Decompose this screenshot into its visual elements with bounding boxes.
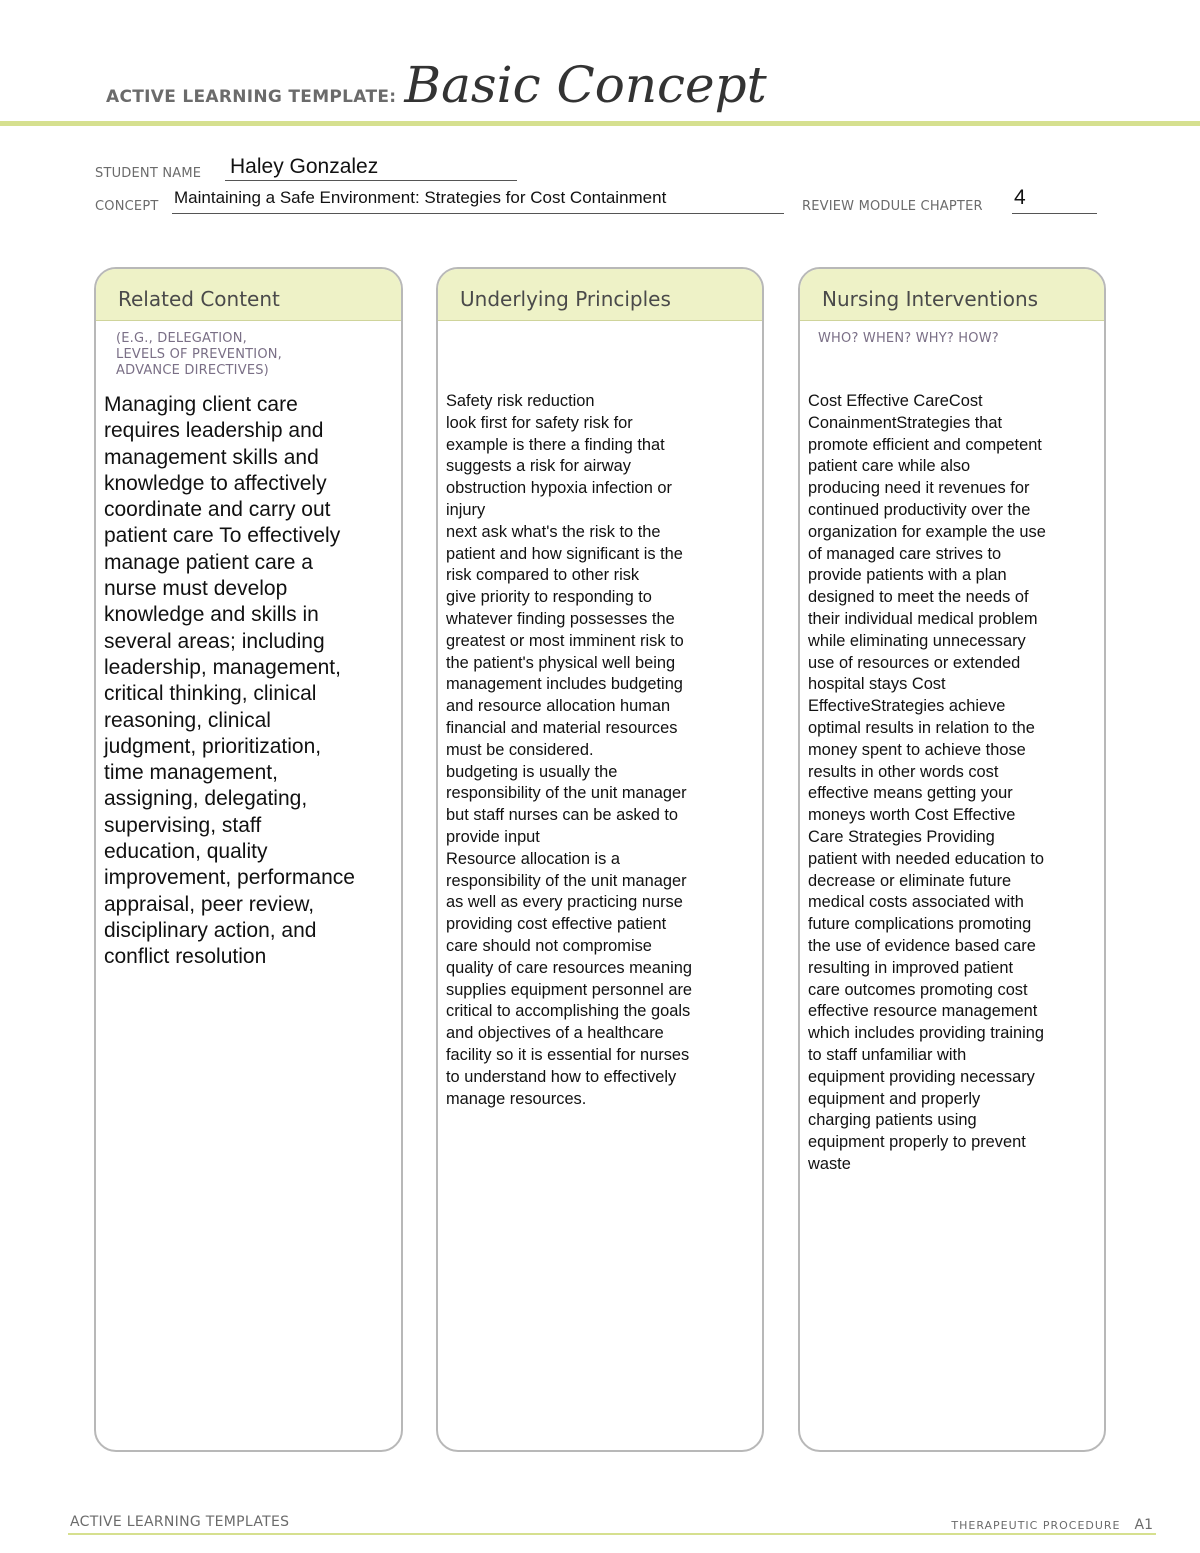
footer-category: THERAPEUTIC PROCEDURE xyxy=(951,1519,1121,1532)
panel-underlying-principles xyxy=(436,267,764,1452)
footer-meta xyxy=(951,1514,1153,1533)
panel-header xyxy=(438,269,762,321)
template-label: ACTIVE LEARNING TEMPLATE: xyxy=(106,87,397,107)
related-content-text[interactable]: Managing client care requires leadership and management skills and knowledge to affectively coordinate and carry out patient care To effectively manage patient care a nurse must develop knowledge and skills in several areas; including leadership, management, critical thinking, clinical reasoning, clinical judgment, prioritization, time management, assigning, delegating, supervising, staff education, quality improvement, performance appraisal, peer review, disciplinary action, and conflict resolution xyxy=(104,393,355,969)
student-name-line xyxy=(225,180,517,181)
panel-title-nursing-interventions: Nursing Interventions xyxy=(822,287,1039,311)
concept-label: CONCEPT xyxy=(95,199,159,214)
panel-title-underlying-principles: Underlying Principles xyxy=(460,287,671,311)
review-module-field[interactable]: 4 xyxy=(1014,186,1026,209)
template-header xyxy=(106,56,767,114)
template-title: Basic Concept xyxy=(404,56,767,114)
panel-subtitle-related-content: (E.G., DELEGATION, LEVELS OF PREVENTION, ADVANCE DIRECTIVES) xyxy=(116,331,283,378)
panel-title-related-content: Related Content xyxy=(118,287,280,311)
footer-title: ACTIVE LEARNING TEMPLATES xyxy=(70,1514,290,1530)
header-divider xyxy=(0,121,1200,126)
footer-divider xyxy=(68,1533,1156,1535)
underlying-principles-text[interactable]: Safety risk reduction look first for safety risk for example is there a finding that suggests a risk for airway obstruction hypoxia infection or injury next ask what's the risk to the patient and how significant is the risk compared to other risk give priority to responding to whatever finding possesses the greatest or most imminent risk to the patient's physical well being management includes budgeting and resource allocation human financial and material resources must be considered. budgeting is usually the responsibility of the unit manager but staff nurses can be asked to provide input Resource allocation is a responsibility of the unit manager as well as every practicing nurse providing cost effective patient care should not compromise quality of care resources meaning supplies equipment personnel are critical to accomplishing the goals and objectives of a healthcare facility so it is essential for nurses to understand how to effectively manage resources. xyxy=(446,392,693,1108)
panel-header xyxy=(800,269,1104,321)
panel-header xyxy=(96,269,401,321)
concept-line xyxy=(172,213,784,214)
nursing-interventions-text[interactable]: Cost Effective CareCost ConainmentStrategies that promote efficient and competent patient care while also producing need it revenues for continued productivity over the organization for example the use of managed care strives to provide patients with a plan designed to meet the needs of their individual medical problem while eliminating unnecessary use of resources or extended hospital stays Cost EffectiveStrategies achieve optimal results in relation to the money spent to achieve those results in other words cost effective means getting your moneys worth Cost Effective Care Strategies Providing patient with needed education to decrease or eliminate future medical costs associated with future complications promoting the use of evidence based care resulting in improved patient care outcomes promoting cost effective resource management which includes providing training to staff unfamiliar with equipment providing necessary equipment and properly charging patients using equipment properly to prevent waste xyxy=(808,392,1046,1173)
student-name-label: STUDENT NAME xyxy=(95,166,202,181)
review-module-label: REVIEW MODULE CHAPTER xyxy=(802,199,983,214)
footer-page-number: A1 xyxy=(1134,1517,1153,1533)
concept-field[interactable]: Maintaining a Safe Environment: Strategies for Cost Containment xyxy=(174,188,667,207)
review-module-line xyxy=(1012,213,1097,214)
panel-nursing-interventions xyxy=(798,267,1106,1452)
student-name-field[interactable]: Haley Gonzalez xyxy=(230,155,379,178)
panel-related-content xyxy=(94,267,403,1452)
panel-subtitle-nursing-interventions: WHO? WHEN? WHY? HOW? xyxy=(818,331,999,346)
